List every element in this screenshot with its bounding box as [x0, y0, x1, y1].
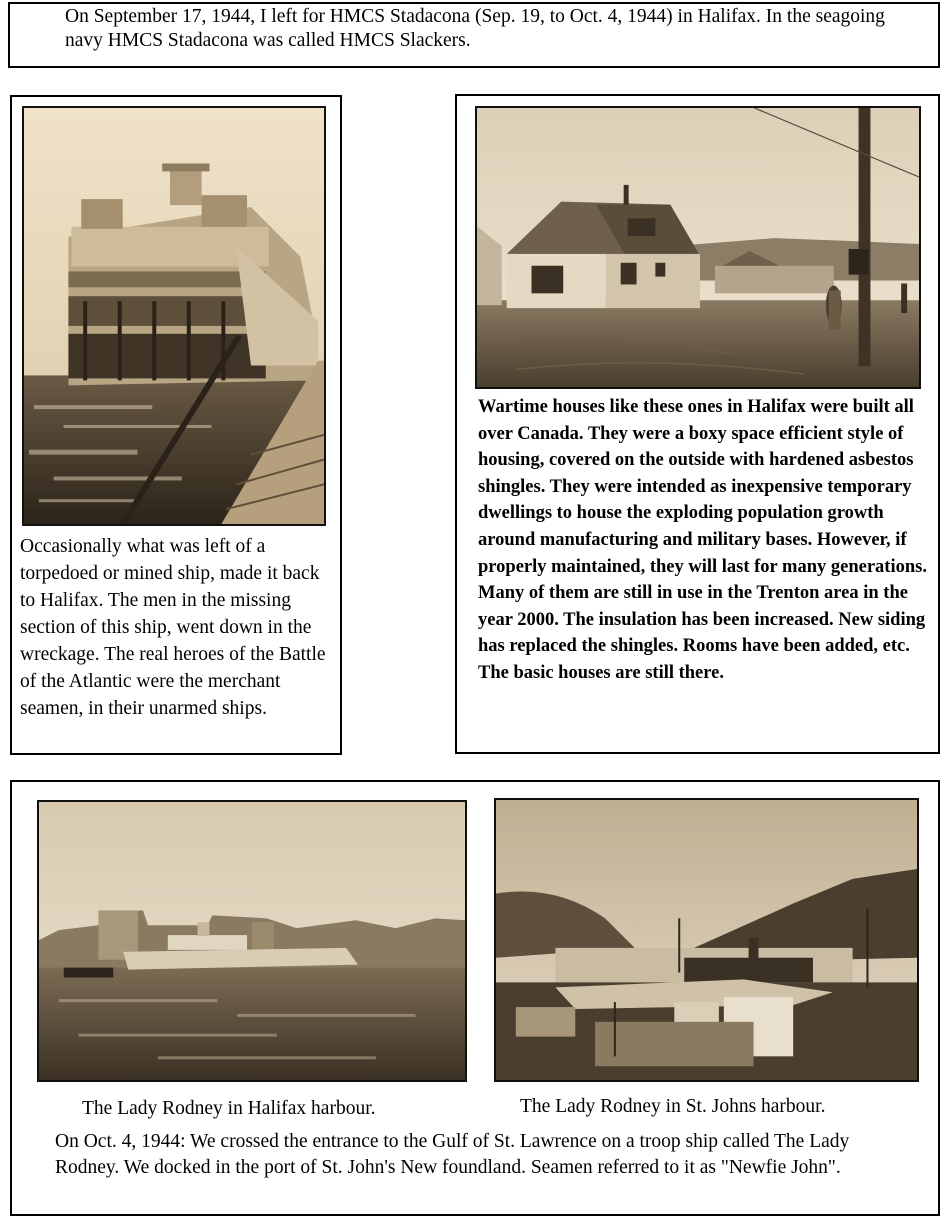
- st-johns-harbour-caption: The Lady Rodney in St. Johns harbour.: [520, 1096, 826, 1117]
- halifax-harbour-photo: [37, 800, 467, 1082]
- header-text: On September 17, 1944, I left for HMCS Stadacona (Sep. 19, to Oct. 4, 1944) in Halifax. In the seagoing navy HMCS Stadacona was called HMCS Slackers.: [65, 6, 885, 51]
- wartime-houses-photo: [475, 106, 921, 389]
- houses-caption: Wartime houses like these ones in Halifax were built all over Canada. They were a boxy space efficient style of housing, covered on the outside with hardened asbestos shingles. They were intended as inexpensive temporary dwellings to house the exploding population growth around manufacturing and military bases. However, if properly maintained, they will last for many generations. Many of them are still in use in the Trenton area in the year 2000. The insulation has been increased. New siding has replaced the shingles. Rooms have been added, etc. The basic houses are still there.: [478, 397, 927, 683]
- lady-rodney-text: On Oct. 4, 1944: We crossed the entrance to the Gulf of St. Lawrence on a troop ship called The Lady Rodney. We docked in the port of St. John's New foundland. Seamen referred to it as "Newfie John".: [55, 1131, 850, 1178]
- halifax-harbour-caption: The Lady Rodney in Halifax harbour.: [82, 1098, 376, 1119]
- wreck-caption: Occasionally what was left of a torpedoed or mined ship, made it back to Halifax. The men in the missing section of this ship, went down in the wreckage. The real heroes of the Battle of the Atlantic were the merchant seamen, in their unarmed ships.: [20, 536, 326, 719]
- wreck-ship-photo: [22, 106, 326, 526]
- st-johns-harbour-photo: [494, 798, 919, 1082]
